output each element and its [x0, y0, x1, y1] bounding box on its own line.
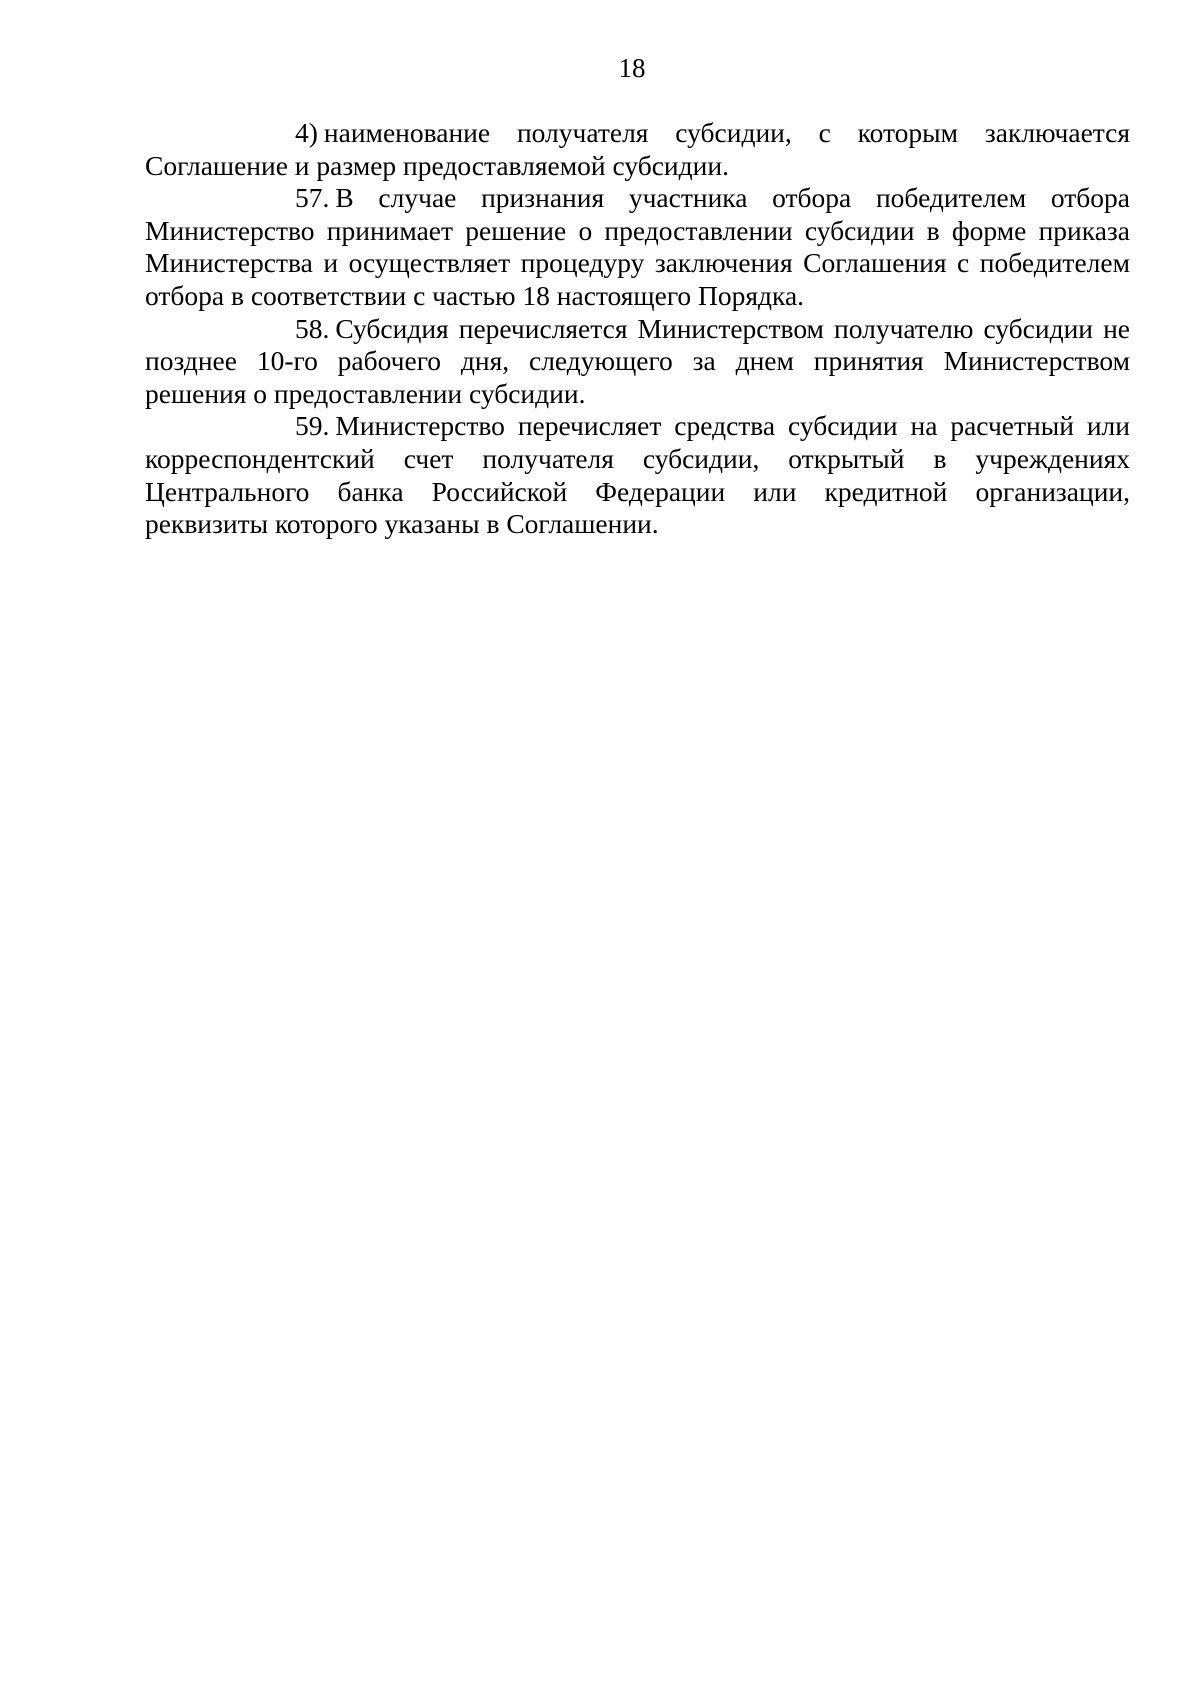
- page-number: 18: [618, 53, 646, 83]
- clause-59: [145, 410, 1130, 540]
- clause-number: 59.: [295, 410, 330, 442]
- clause-58: [145, 313, 1130, 411]
- clause-text: Субсидия перечисляется Министерством получателю субсидии не позднее 10-го рабочего дня, следующего за днем принятия Министерством решения о предоставлении субсидии.: [145, 312, 1130, 409]
- item-marker: 4): [295, 117, 318, 148]
- clause-text: В случае признания участника отбора победителем отбора Министерство принимает решение о предоставлении субсидии в форме приказа Министерства и осуществляет процедуру заключения Соглашения с победителем отбора в соответствии с частью 18 настоящего Порядка.: [145, 182, 1130, 311]
- list-item-4: [145, 117, 1130, 182]
- clause-text: Министерство перечисляет средства субсидии на расчетный или корреспондентский счет получателя субсидии, открытый в учреждениях Центрального банка Российской Федерации или кредитной организации, реквизиты которого указаны в Соглашении.: [145, 410, 1130, 540]
- clause-number: 57.: [295, 182, 330, 214]
- item-text: наименование получателя субсидии, с которым заключается Соглашение и размер предоставляемой субсидии.: [145, 117, 1130, 181]
- clause-57: [145, 182, 1130, 312]
- document-body: [145, 117, 1130, 541]
- clause-number: 58.: [295, 312, 330, 344]
